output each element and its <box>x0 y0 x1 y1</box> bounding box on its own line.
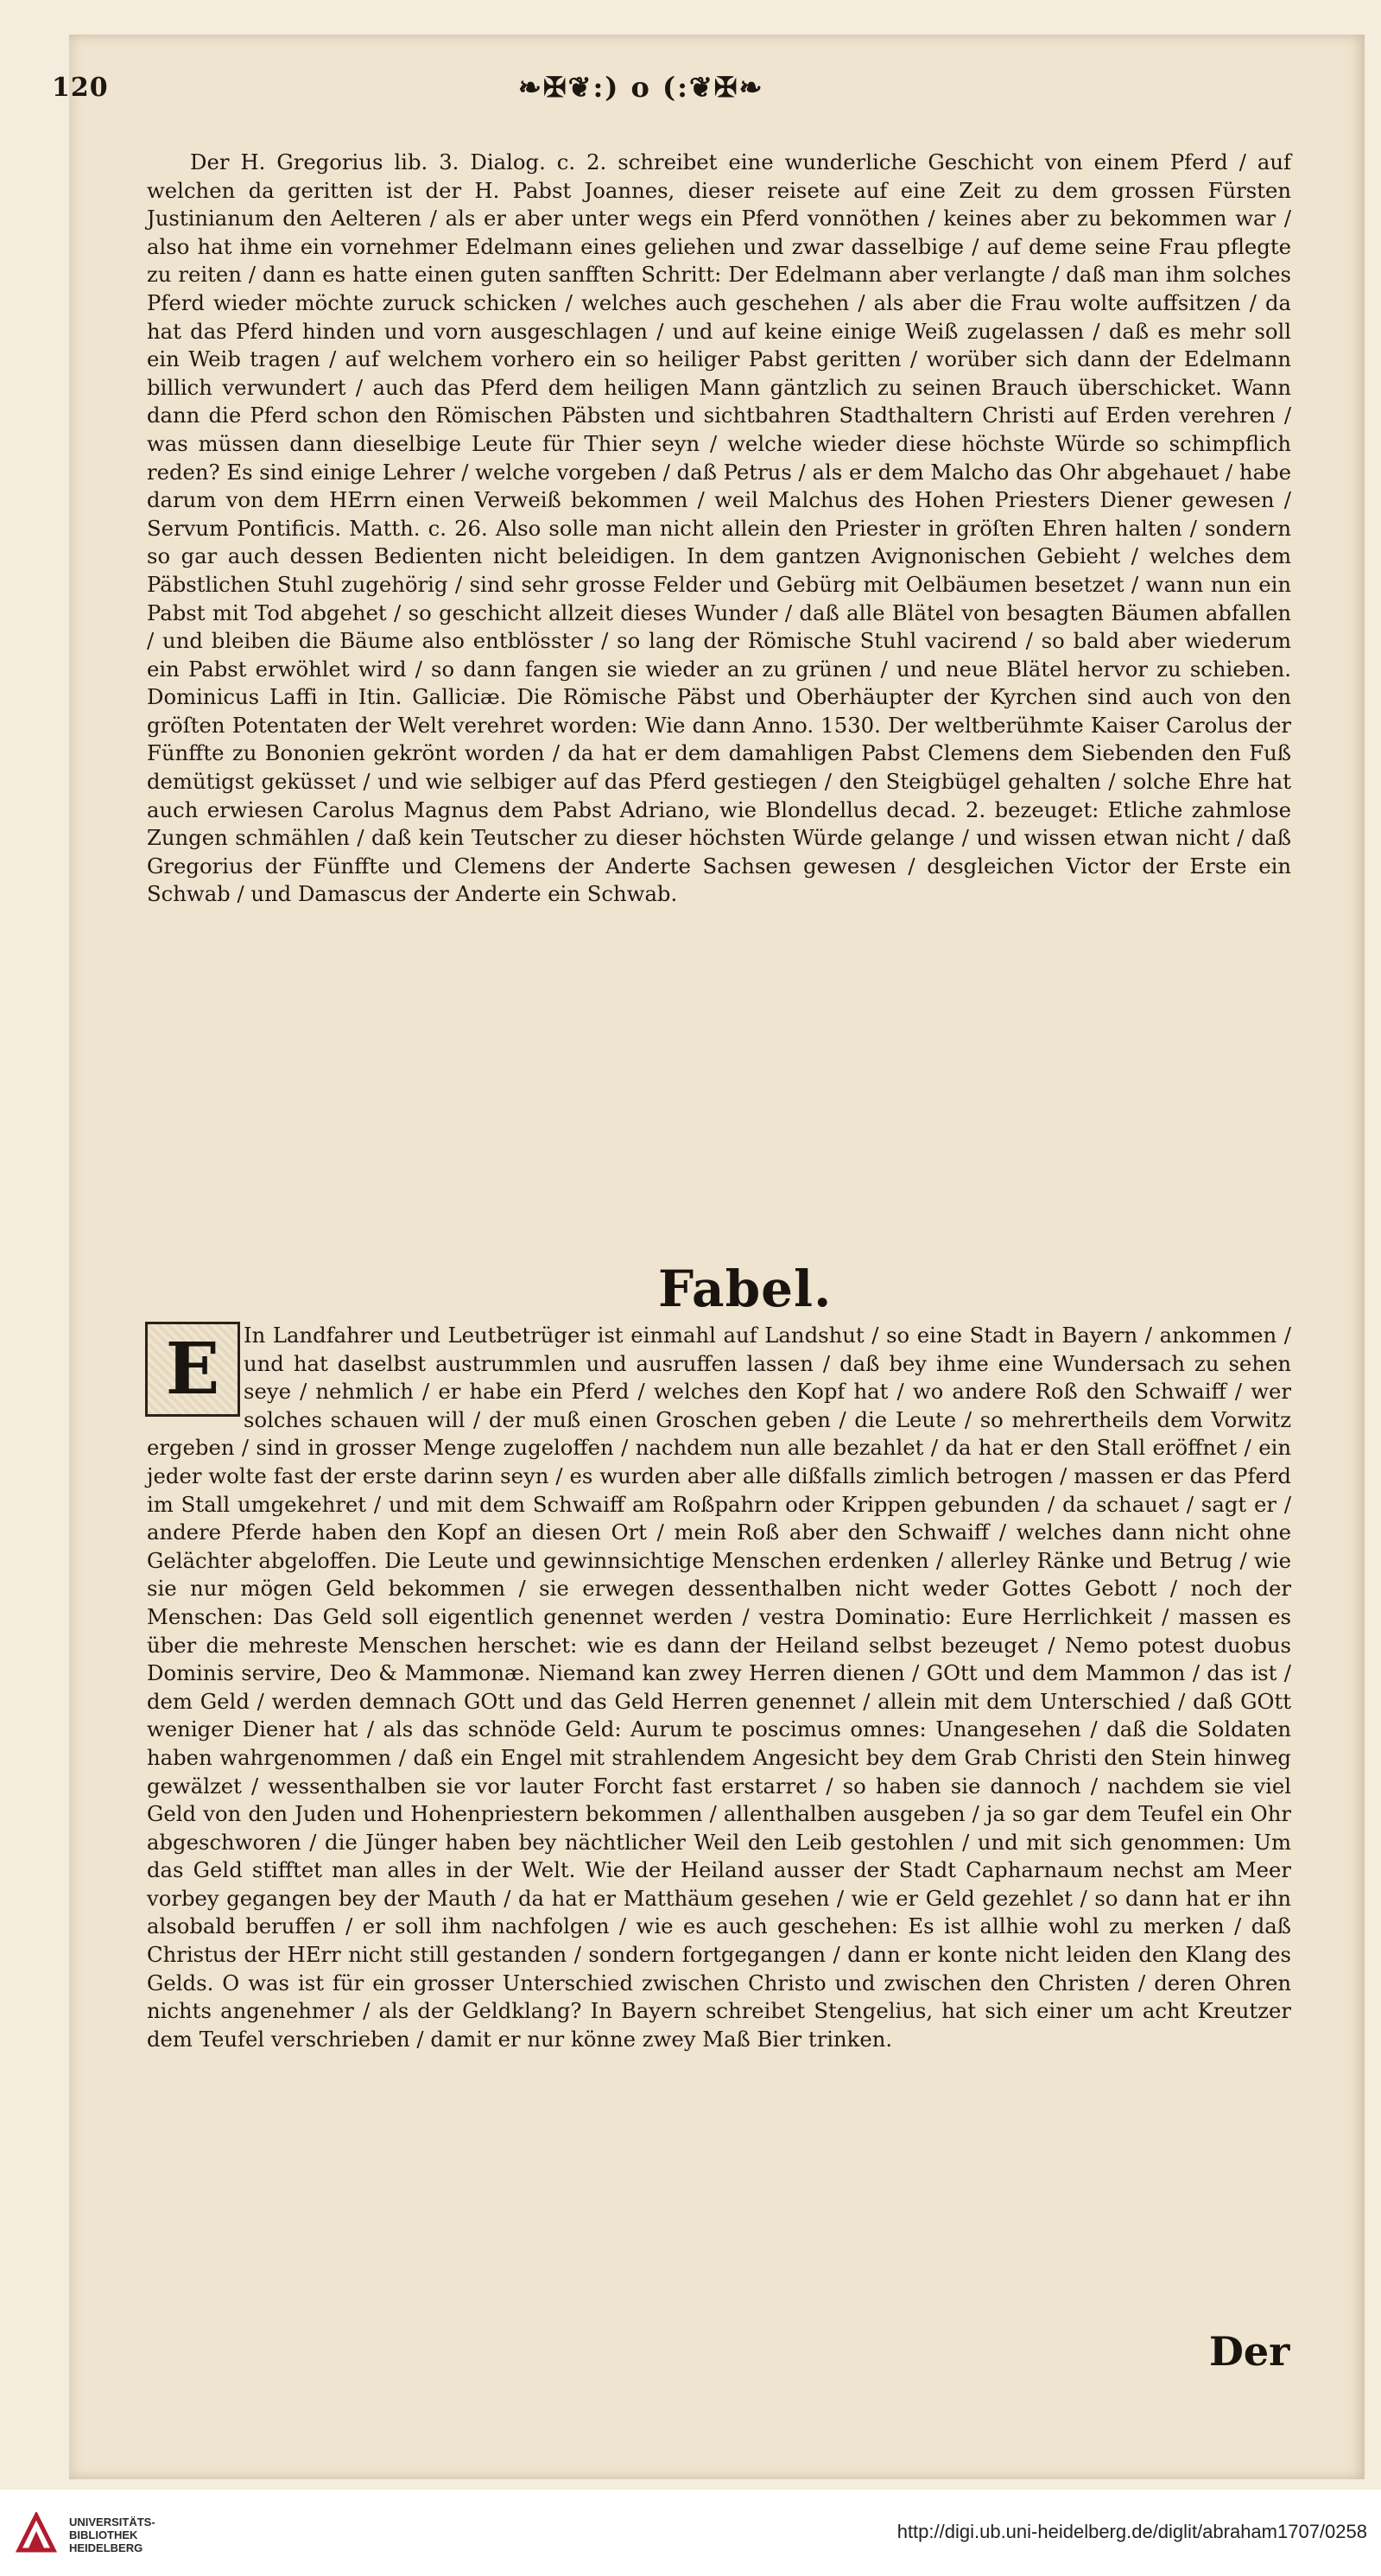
library-name: UNIVERSITÄTS- BIBLIOTHEK HEIDELBERG <box>69 2516 155 2554</box>
catchword: Der <box>1209 2328 1290 2375</box>
fable-text: In Landfahrer und Leutbetrüger ist einmahl auf Landshut / so eine Stadt in Bayern / ankommen / und hat daselbst austrummlen und ausruffen lassen / daß bey ihme eine Wundersach zu sehen seye / nehmlich / er habe ein Pferd / welches den Kopf hat / wo andere Roß den Schwaiff / wer solches schauen will / der muß einen Groschen geben / die Leute / so mehrertheils dem Vorwitz ergeben / sind in grosser Menge zugeloffen / nachdem nun alle bezahlet / da hat er den Stall eröffnet / ein jeder wolte fast der erste darinn seyn / es wurden aber alle dißfalls zimlich betrogen / massen er das Pferd im Stall umgekehret / und mit dem Schwaiff am Roßpahrn oder Krippen gebunden / da schauet / sagt er / andere Pferde haben den Kopf an diesen Ort / mein Roß aber den Schwaiff / welches dann nicht ohne Gelächter abgeloffen. Die Leute und gewinnsichtige Menschen erdenken / allerley Ränke und Betrug / wie sie nur mögen Geld bekommen / sie erwegen dessenthalben nicht weder Gottes Gebott / noch der Menschen: Das Geld soll eigentlich genennet werden / vestra Dominatio: Eure Herrlichkeit / massen es über die mehreste Menschen herschet: wie es dann der Heiland selbst bezeuget / Nemo potest duobus Dominis servire, Deo & Mammonæ. Niemand kan zwey Herren dienen / GOtt und dem Mammon / das ist / dem Geld / werden demnach GOtt und das Geld Herren genennet / allein mit dem Unterschied / daß GOtt weniger Diener hat / als das schnöde Geld: Aurum te poscimus omnes: Unangesehen / daß die Soldaten haben wahrgenommen / daß ein Engel mit strahlendem Angesicht bey dem Grab Christi den Stein hinweg gewälzet / wessenthalben sie vor lauter Forcht fast erstarret / so haben sie dannoch / nachdem sie viel Geld von den Juden und Hohenpriestern bekommen / allenthalben ausgeben / ja so gar dem Teufel ein Ohr abgeschworen / die Jünger haben bey nächtlicher Weil den Leib gestohlen / und mit sich genommen: Um das Geld stifftet man alles in der Welt. Wie der Heiland ausser der Stadt Capharnaum nechst am Meer vorbey gegangen bey der Mauth / da hat er Matthäum gesehen / wie er Geld gezehlet / so dann hat er ihn alsobald beruffen / er soll ihm nachfolgen / wie es auch geschehen: Es ist allhie wohl zu merken / daß Christus der HErr nicht still gestanden / sondern fortgegangen / dann er konte nicht leiden den Klang des Gelds. O was ist für ein grosser Unterschied zwischen Christo und zwischen den Christen / deren Ohren nichts angenehmer / als der Geldklang? In Bayern schreibet Stengelius, hat sich einer um acht Kreutzer dem Teufel verschrieben / damit er nur könne zwey Maß Bier trinken. <box>147 1323 1291 2052</box>
initial-spacer <box>147 1322 244 1406</box>
viewer-footer <box>0 2490 1381 2576</box>
page-number: 120 <box>52 73 109 103</box>
university-library-logo-icon <box>16 2512 57 2554</box>
paragraph-fable <box>147 1322 1291 2053</box>
paragraph-gregorius: Der H. Gregorius lib. 3. Dialog. c. 2. schreibet eine wunderliche Geschicht von einem Pferd / auf welchen da geritten ist der H. Pabst Joannes, dieser reisete auf eine Zeit zu dem grossen Fürsten Justinianum den Aelteren / als er aber unter wegs ein Pferd vonnöthen / keines aber zu bekommen war / also hat ihme ein vornehmer Edelmann eines geliehen und zwar dasselbige / auf deme seine Frau pflegte zu reiten / dann es hatte einen guten sanfften Schritt: Der Edelmann aber verlangte / daß man ihm solches Pferd wieder möchte zuruck schicken / welches auch geschehen / als aber die Frau wolte auffsitzen / da hat das Pferd hinden und vorn ausgeschlagen / und auf keine einige Weiß zugelassen / daß es mehr soll ein Weib tragen / auf welchem vorhero ein so heiliger Pabst geritten / worüber sich dann der Edelmann billich verwundert / auch das Pferd dem heiligen Mann gäntzlich zu seinen Brauch überschicket. Wann dann die Pferd schon den Römischen Päbsten und sichtbahren Stadthaltern Christi auf Erden verehren / was müssen dann dieselbige Leute für Thier seyn / welche wieder diese höchste Würde so schimpflich reden? Es sind einige Lehrer / welche vorgeben / daß Petrus / als er dem Malcho das Ohr abgehauet / habe darum von dem HErrn einen Verweiß bekommen / weil Malchus des Hohen Priesters Diener gewesen / Servum Pontificis. Matth. c. 26. Also solle man nicht allein den Priester in gröſten Ehren halten / sondern so gar auch dessen Bedienten nicht beleidigen. In dem gantzen Avignonischen Gebieht / welches dem Päbstlichen Stuhl zugehörig / sind sehr grosse Felder und Gebürg mit Oelbäumen besetzet / wann nun ein Pabst mit Tod abgehet / so geschicht allzeit dieses Wunder / daß alle Blätel von besagten Bäumen abfallen / und bleiben die Bäume also entblösster / so lang der Römische Stuhl vacirend / so bald aber wiederum ein Pabst erwöhlet wird / so dann fangen sie wieder an zu grünen / und neue Blätel hervor zu schieben. Dominicus Laffi in Itin. Galliciæ. Die Römische Päbst und Oberhäupter der Kyrchen sind auch von den gröſten Potentaten der Welt verehret worden: Wie dann Anno. 1530. Der weltberühmte Kaiser Carolus der Fünffte zu Bononien gekrönt worden / da hat er dem damahligen Pabst Clemens dem Siebenden den Fuß demütigst geküsset / und wie selbiger auf das Pferd gestiegen / den Steigbügel gehalten / solche Ehre hat auch erwiesen Carolus Magnus dem Pabst Adriano, wie Blondellus decad. 2. bezeuget: Etliche zahmlose Zungen schmählen / daß kein Teutscher zu dieser höchsten Würde gelange / und wissen etwan nicht / daß Gregorius der Fünffte und Clemens der Anderte Sachsen gewesen / desgleichen Victor der Erste ein Schwab / und Damascus der Anderte ein Schwab. <box>147 149 1291 907</box>
header-ornament: ❧✠❦:) o (:❦✠❧ <box>518 71 764 104</box>
page-header <box>52 57 1278 109</box>
fable-heading: Fabel. <box>658 1259 833 1318</box>
source-url-link[interactable]: http://digi.ub.uni-heidelberg.de/diglit/abraham1707/0258 <box>896 2521 1367 2542</box>
decorated-initial-letter: E <box>145 1322 240 1417</box>
